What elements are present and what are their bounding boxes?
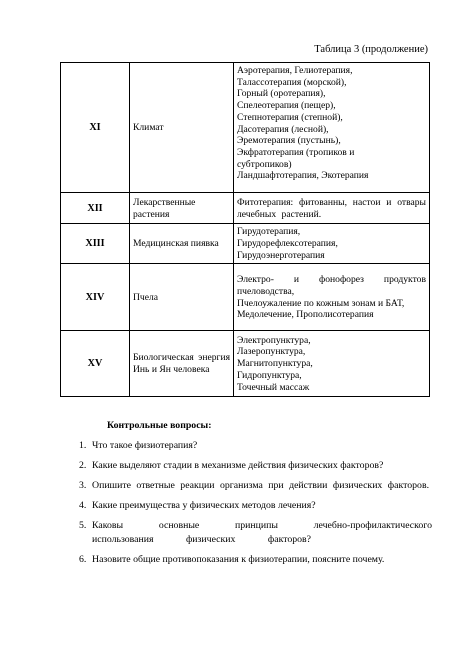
method-line: Аэротерапия, Гелиотерапия, [237, 65, 353, 76]
list-item [72, 439, 432, 453]
control-questions [72, 420, 432, 573]
list-item [72, 459, 432, 473]
question-number: 1. [79, 440, 87, 451]
method-line: Спелеотерапия (пещер), [237, 100, 336, 112]
method-line: Талассотерапия (морской), [237, 76, 347, 88]
factor-cell: Лекарственные растения [130, 193, 234, 224]
table-row [61, 224, 430, 264]
question-text: Каковы основные принципы лечебно-профилактического использования физических факторов? [92, 520, 432, 545]
therapy-factors-table [60, 62, 430, 397]
question-number: 6. [79, 554, 87, 565]
list-item [72, 553, 432, 567]
method-line: Горный (оротерапия), [237, 88, 326, 100]
question-number: 5. [79, 520, 87, 531]
list-item [72, 499, 432, 513]
method-line: Эремотерапия (пустынь), [237, 135, 341, 147]
question-text: Какие выделяют стадии в механизме действия физических факторов? [92, 460, 384, 471]
question-number: 4. [79, 500, 87, 511]
method-line: Электро- и фонофорез продуктов пчеловодства, [237, 274, 426, 297]
method-line: Гирудоэнерготерапия [237, 249, 325, 261]
table-caption: Таблица 3 (продолжение) [314, 44, 428, 55]
method-line: Гидропунктура, [237, 369, 302, 381]
method-line: Фитотерапия: фитованны, настои и отвары лечебных растений. [237, 196, 426, 220]
factor-cell: Медицинская пиявка [130, 224, 234, 264]
method-line: Гирудотерапия, [237, 226, 301, 238]
factor-cell: Пчела [130, 264, 234, 331]
question-number: 3. [79, 480, 87, 491]
questions-title: Контрольные вопросы: [107, 420, 212, 431]
method-line: Дасотерапия (лесной), [237, 123, 329, 135]
row-number: XI [61, 63, 130, 193]
methods-cell [234, 331, 430, 397]
questions-list [72, 439, 432, 567]
row-number: XIV [61, 264, 130, 331]
methods-cell [234, 193, 430, 224]
question-number: 2. [79, 460, 87, 471]
method-line: Электропунктура, [237, 334, 311, 346]
row-number: XV [61, 331, 130, 397]
methods-cell [234, 63, 430, 193]
question-text: Что такое физиотерапия? [92, 440, 198, 451]
question-text: Опишите ответные реакции организма при действии физических факторов. [92, 480, 430, 491]
question-text: Какие преимущества у физических методов лечения? [92, 500, 316, 511]
methods-cell [234, 224, 430, 264]
method-line: Ландшафтотерапия, Экотерапия [237, 170, 369, 182]
method-line: Пчелоужаление по кожным зонам и БАТ, [237, 297, 405, 309]
list-item [72, 479, 432, 493]
method-line: Точечный массаж [237, 381, 310, 393]
factor-cell: Биологическая энергия Инь и Ян человека [130, 331, 234, 397]
row-number: XIII [61, 224, 130, 264]
question-text: Назовите общие противопоказания к физиотерапии, поясните почему. [92, 554, 385, 565]
method-line: субтропиков) [237, 158, 292, 170]
method-line: Экфратотерапия (тропиков и [237, 146, 355, 158]
method-line: Гирудорефлексотерапия, [237, 238, 338, 250]
method-line: Медолечение, Прополисотерапия [237, 309, 374, 321]
methods-cell [234, 264, 430, 331]
table-row [61, 193, 430, 224]
list-item [72, 519, 432, 547]
row-number: XII [61, 193, 130, 224]
factor-cell: Климат [130, 63, 234, 193]
method-line: Степнотерапия (степной), [237, 111, 343, 123]
table-row [61, 331, 430, 397]
method-line: Магнитопунктура, [237, 358, 313, 370]
table-row [61, 63, 430, 193]
table-row [61, 264, 430, 331]
method-line: Лазеропунктура, [237, 346, 306, 358]
